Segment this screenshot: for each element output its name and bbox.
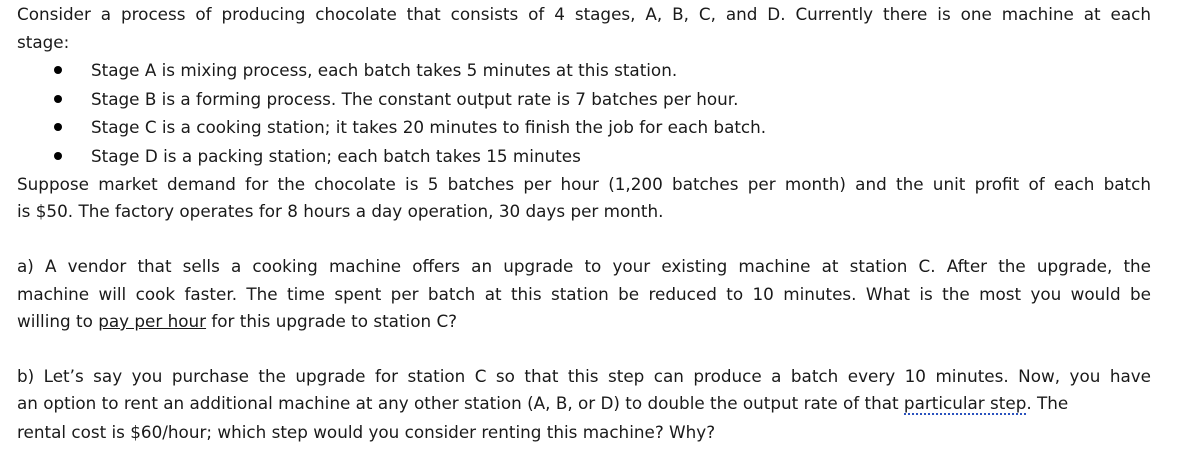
intro-line-1 (17, 6, 1151, 23)
part-a-line-2-text: machine will cook faster. The time spent per batch at this station be reduced to 10 minutes. What is the most you would be (17, 284, 1151, 304)
bullet-icon (54, 66, 62, 74)
grammar-flagged-phrase: particular step (903, 393, 1027, 413)
demand-line-2: is $50. The factory operates for 8 hours a day operation, 30 days per month. (17, 201, 664, 221)
part-a-line-3-post: for this upgrade to station C? (206, 311, 458, 331)
part-a-line-1 (17, 258, 1151, 275)
part-b-line-2 (17, 395, 1068, 412)
part-a-line-2 (17, 286, 1151, 303)
stage-b-text: Stage B is a forming process. The constant output rate is 7 batches per hour. (91, 89, 739, 109)
part-b-line-2-pre: an option to rent an additional machine at any other station (A, B, or D) to double the output rate of that (17, 393, 904, 413)
bullet-icon (54, 95, 62, 103)
demand-line-1 (17, 176, 1151, 193)
part-b-line-1-text: b) Let’s say you purchase the upgrade for station C so that this step can produce a batch every 10 minutes. Now, you have (17, 366, 1151, 386)
stage-a-text: Stage A is mixing process, each batch takes 5 minutes at this station. (91, 60, 678, 80)
stage-d-text: Stage D is a packing station; each batch takes 15 minutes (91, 146, 581, 166)
bullet-icon (54, 123, 62, 131)
part-a-line-3 (17, 313, 457, 330)
demand-line-1-text: Suppose market demand for the chocolate is 5 batches per hour (1,200 batches per month) and the unit profit of each batch (17, 174, 1151, 194)
intro-line-2: stage: (17, 32, 70, 52)
part-a-line-3-pre: willing to (17, 311, 99, 331)
intro-line-1-text: Consider a process of producing chocolate that consists of 4 stages, A, B, C, and D. Currently there is one machine at each (17, 4, 1151, 24)
part-a-line-1-text: a) A vendor that sells a cooking machine offers an upgrade to your existing machine at station C. After the upgrade, the (17, 256, 1151, 276)
underlined-phrase: pay per hour (98, 311, 207, 331)
part-b-line-3: rental cost is $60/hour; which step would you consider renting this machine? Why? (17, 422, 716, 442)
bullet-icon (54, 152, 62, 160)
stage-c-text: Stage C is a cooking station; it takes 20 minutes to finish the job for each batch. (91, 117, 767, 137)
part-b-line-1 (17, 368, 1151, 385)
part-b-line-2-post: . The (1026, 393, 1069, 413)
